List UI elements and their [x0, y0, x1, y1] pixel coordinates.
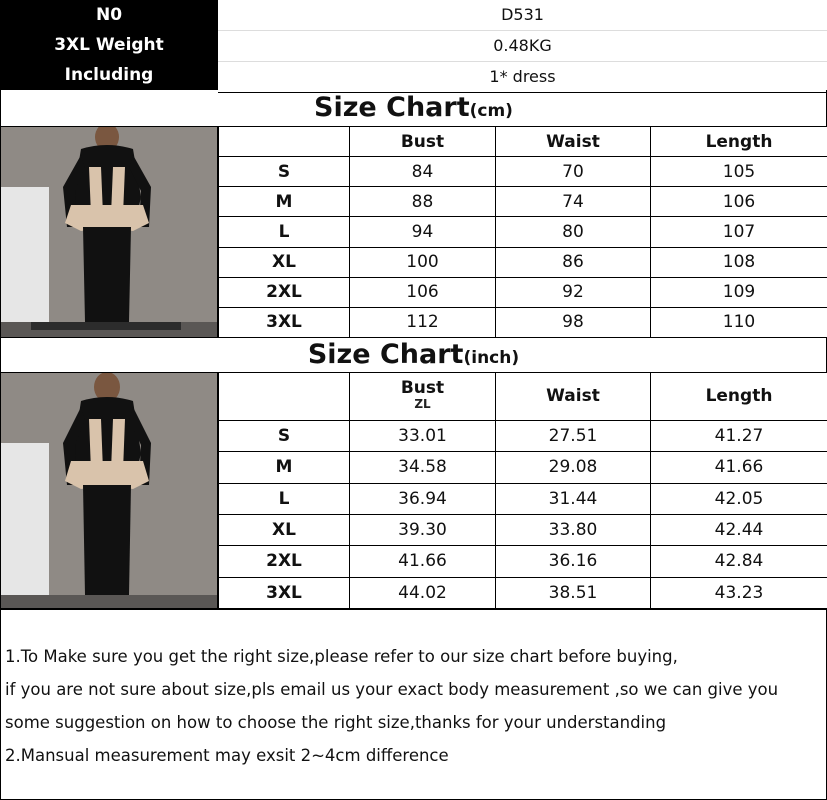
- dress-model-image: [1, 127, 217, 337]
- product-photo-cm: [0, 126, 218, 338]
- size-label: XL: [219, 247, 350, 277]
- bust-header-text: Bust: [400, 377, 445, 398]
- size-col-header: [219, 373, 350, 421]
- table-row: [219, 157, 827, 187]
- table-row: [219, 217, 827, 247]
- waist-value: 70: [496, 157, 651, 187]
- length-value: 42.05: [651, 483, 827, 514]
- note-line: some suggestion on how to choose the right size,thanks for your understanding: [5, 713, 667, 732]
- table-row: [219, 514, 827, 545]
- size-chart-cm-unit: (cm): [469, 101, 513, 121]
- waist-value: 98: [496, 307, 651, 337]
- size-chart-cm-title: [0, 90, 827, 126]
- size-label: XL: [219, 514, 350, 545]
- table-row: [219, 483, 827, 514]
- bust-value: 106: [350, 277, 496, 307]
- length-value: 42.84: [651, 546, 827, 577]
- waist-value: 27.51: [496, 420, 651, 451]
- size-chart-inch-title: [0, 337, 827, 373]
- size-table-inch: [218, 372, 827, 609]
- stray-mark: ZL: [414, 396, 431, 411]
- note-line: if you are not sure about size,pls email us your exact body measurement ,so we can give you: [5, 680, 779, 699]
- length-value: 106: [651, 187, 827, 217]
- table-row: [219, 577, 827, 608]
- waist-header: Waist: [496, 373, 651, 421]
- bust-value: 33.01: [350, 420, 496, 451]
- size-label: 2XL: [219, 277, 350, 307]
- bust-value: 39.30: [350, 514, 496, 545]
- header-label-no: N0: [95, 5, 123, 25]
- bust-value: 36.94: [350, 483, 496, 514]
- size-label: 3XL: [219, 307, 350, 337]
- size-label: S: [219, 420, 350, 451]
- waist-value: 74: [496, 187, 651, 217]
- size-label: M: [219, 187, 350, 217]
- waist-value: 38.51: [496, 577, 651, 608]
- table-row: [219, 420, 827, 451]
- length-header: Length: [651, 127, 827, 157]
- header-label-weight: 3XL Weight: [54, 35, 164, 55]
- bust-value: 84: [350, 157, 496, 187]
- table-row: [219, 546, 827, 577]
- size-label: L: [219, 217, 350, 247]
- waist-value: 86: [496, 247, 651, 277]
- note-line: 1.To Make sure you get the right size,please refer to our size chart before buying,: [5, 647, 678, 666]
- table-row: [219, 307, 827, 337]
- length-header: Length: [651, 373, 827, 421]
- table-row: [219, 277, 827, 307]
- length-value: 107: [651, 217, 827, 247]
- length-value: 41.27: [651, 420, 827, 451]
- bust-value: 112: [350, 307, 496, 337]
- bust-value: 94: [350, 217, 496, 247]
- length-value: 109: [651, 277, 827, 307]
- length-value: 105: [651, 157, 827, 187]
- waist-value: 29.08: [496, 452, 651, 483]
- size-chart-inch-title-text: Size Chart: [307, 339, 464, 370]
- size-table-cm: [218, 126, 827, 338]
- bust-value: 88: [350, 187, 496, 217]
- product-photo-inch: [0, 372, 218, 609]
- length-value: 42.44: [651, 514, 827, 545]
- size-table-inch-header: [219, 373, 827, 421]
- table-row: [219, 187, 827, 217]
- header-label-including: Including: [64, 65, 154, 85]
- size-label: M: [219, 452, 350, 483]
- size-col-header: [219, 127, 350, 157]
- waist-value: 31.44: [496, 483, 651, 514]
- bust-value: 41.66: [350, 546, 496, 577]
- header-value-weight: 0.48KG: [218, 31, 827, 62]
- size-label: L: [219, 483, 350, 514]
- bust-value: 100: [350, 247, 496, 277]
- bust-header: [350, 373, 496, 421]
- note-line: 2.Mansual measurement may exsit 2~4cm difference: [5, 746, 449, 765]
- table-row: [219, 247, 827, 277]
- size-label: 2XL: [219, 546, 350, 577]
- table-row: [219, 452, 827, 483]
- waist-header: Waist: [496, 127, 651, 157]
- size-label: S: [219, 157, 350, 187]
- bust-value: 44.02: [350, 577, 496, 608]
- dress-model-image: [1, 373, 217, 608]
- header-labels: [0, 0, 218, 90]
- size-chart-inch-unit: (inch): [463, 348, 520, 368]
- waist-value: 80: [496, 217, 651, 247]
- length-value: 108: [651, 247, 827, 277]
- waist-value: 36.16: [496, 546, 651, 577]
- waist-value: 92: [496, 277, 651, 307]
- bust-header: Bust: [350, 127, 496, 157]
- length-value: 43.23: [651, 577, 827, 608]
- bust-value: 34.58: [350, 452, 496, 483]
- length-value: 110: [651, 307, 827, 337]
- length-value: 41.66: [651, 452, 827, 483]
- size-chart-cm-title-text: Size Chart: [314, 92, 470, 123]
- size-table-cm-header: [219, 127, 827, 157]
- header-values: [218, 0, 827, 90]
- header-value-no: D531: [218, 0, 827, 31]
- waist-value: 33.80: [496, 514, 651, 545]
- size-label: 3XL: [219, 577, 350, 608]
- notes-section: [0, 609, 827, 800]
- header-value-including: 1* dress: [218, 62, 827, 93]
